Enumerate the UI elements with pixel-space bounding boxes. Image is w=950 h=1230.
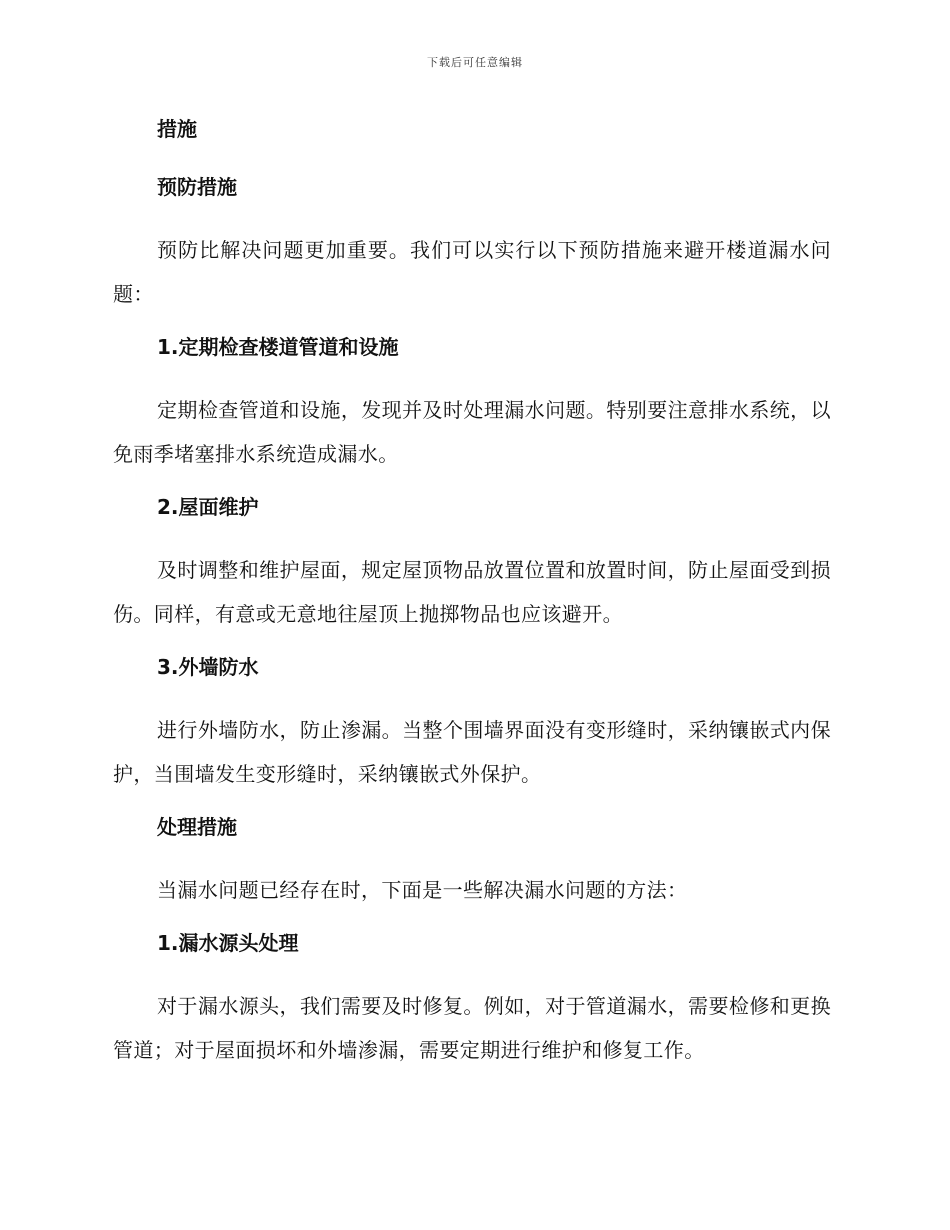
- prevention-item-2-text: 及时调整和维护屋面，规定屋顶物品放置位置和放置时间，防止屋面受到损伤。同样，有意或无意地往屋顶上抛掷物品也应该避开。: [113, 558, 831, 626]
- treatment-heading: 处理措施: [157, 815, 237, 839]
- prevention-intro: 预防比解决问题更加重要。我们可以实行以下预防措施来避开楼道漏水问题：: [113, 238, 831, 306]
- header-note: 下载后可任意编辑: [427, 56, 523, 69]
- prevention-item-1-text: 定期检查管道和设施，发现并及时处理漏水问题。特别要注意排水系统，以免雨季堵塞排水系统造成漏水。: [113, 398, 831, 466]
- prevention-item-2-heading: 2.屋面维护: [157, 495, 259, 519]
- prevention-item-3-heading: 3.外墙防水: [157, 655, 259, 679]
- treatment-item-1-text: 对于漏水源头，我们需要及时修复。例如，对于管道漏水，需要检修和更换管道；对于屋面损坏和外墙渗漏，需要定期进行维护和修复工作。: [113, 994, 831, 1062]
- section-title: 措施: [157, 117, 197, 141]
- prevention-item-1-heading: 1.定期检查楼道管道和设施: [157, 335, 399, 359]
- treatment-item-1-heading: 1.漏水源头处理: [157, 931, 299, 955]
- treatment-intro: 当漏水问题已经存在时，下面是一些解决漏水问题的方法：: [157, 878, 688, 902]
- document-body: [113, 112, 831, 1086]
- prevention-heading: 预防措施: [157, 175, 237, 199]
- prevention-item-3-text: 进行外墙防水，防止渗漏。当整个围墙界面没有变形缝时，采纳镶嵌式内保护，当围墙发生变形缝时，采纳镶嵌式外保护。: [113, 718, 831, 786]
